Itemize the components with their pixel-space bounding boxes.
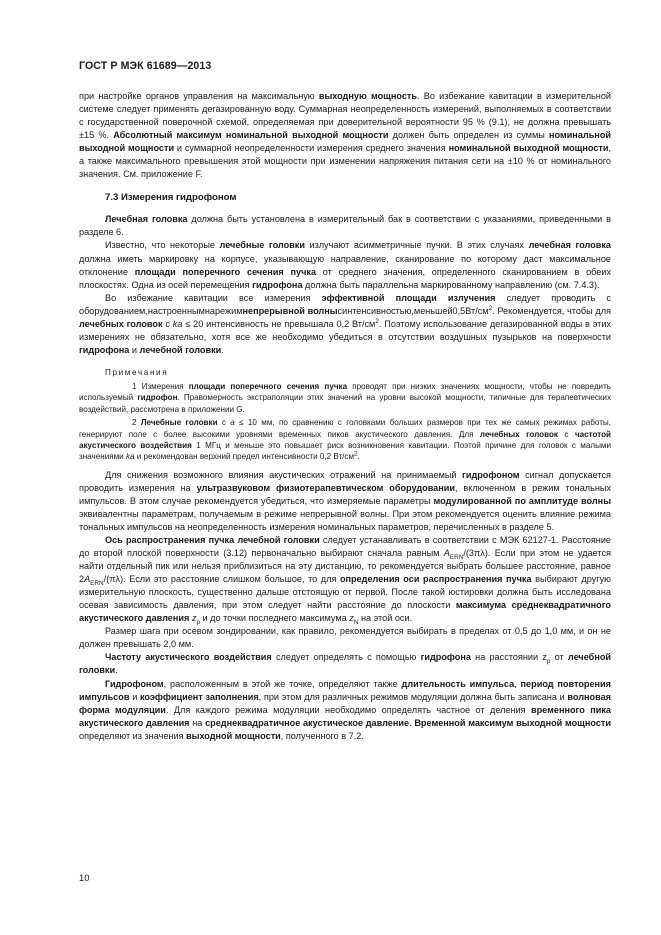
text-run: и до точки последнего максимума [200,613,350,624]
text-run: проводят при низких значениях мощности, чтобы не повредить используемый [79,381,612,403]
paragraph [79,625,611,651]
text-run: Размер шага при осевом зондировании, как правило, рекомендуется выбирать в пределах от 0,5 до 1,0 мм, и он не должен превышать 2,0 мм. [79,626,611,650]
text-run: с [162,318,173,329]
text-run: и [129,344,140,355]
text-run: /(πλ). Если это расстояние слишком большое, то для [103,574,340,585]
text-run: . [115,665,118,676]
document-body [79,90,611,743]
text-run: излучают асимметричные пучки. В этих случаях [304,240,529,251]
bold-term: площади поперечного сечения пучка [134,266,317,277]
text-run: сигнал допускается проводить измерения на [79,469,611,493]
text-run: . Во избежание кавитации в измерительной системе следует применять дегазированную воду. Суммарная неопределенность измерений, выполняемых в соответствии с государственной поверочной схемой, определяемая при доверительной вероятности 95 % (9.1), не должна превышать ±15 %. [79,91,611,141]
paragraph [79,469,611,534]
text-run: . Поэтому использование дегазированной воды в этих измерениях не обязательно, хотя все же необходимо убедиться в отсутствии воздушных пузырьков на поверхности [79,318,612,342]
bold-term: длительность импульса [401,678,515,689]
section-heading: 7.3 Измерения гидрофоном [105,192,237,204]
bold-term: гидрофона [420,652,471,663]
bold-term: ультразвуковом физиотерапевтическом оборудовании [196,482,455,493]
script-text: 2 [488,304,493,312]
text-run: , расположенным в этой же точке, определяют также [163,678,402,689]
text-run: 2 [132,418,141,428]
script-text: ERN [449,553,464,561]
text-run: с [217,418,231,428]
paragraph [79,678,611,743]
text-run: от среднего значения, определенного сканированием в обеих плоскостях. Одна из осей перемещения [79,266,612,290]
text-run: и [129,691,140,702]
bold-term: волновая форма модуляции [79,691,611,715]
text-run: , включенном в режим тональных импульсов. В этом случае рекомендуется убедиться, что измеряемые параметры [79,482,612,506]
text-run: должна быть параллельна маркированному направлению (см. 7.4.3). [302,279,600,290]
text-run: Для снижения возможного влияния акустических отражений на принимаемый [105,469,463,480]
bold-term: максимума среднеквадратичного акустического давления [79,600,611,624]
text-run: . Рекомендуется, чтобы для [492,305,611,316]
paragraph [79,651,611,677]
bold-term: площади поперечного сечения пучка [188,381,348,391]
bold-term: определения оси распространения пучка [339,574,532,585]
text-run: , при этом для различных режимов модуляции должна быть записана и [258,691,568,702]
text-run: и рекомендован верхний предел интенсивности 0,2 Вт/см [134,452,355,462]
paragraph [79,90,611,181]
bold-term: непрерывной волны [242,305,338,316]
note [79,417,611,463]
text-run: ≤ 10 мм, по сравнению с головками больших размеров при тех же самых режимах работы, генерируют поле с более высокими уровнями временных пиков акустического давления. Для [79,418,611,439]
bold-term: частотой акустического воздействия [79,429,612,450]
bold-term: Ось распространения пучка лечебной головки [105,535,320,546]
text-run: с [557,429,575,439]
standard-header: ГОСТ Р МЭК 61689—2013 [79,60,212,72]
text-run: следует определять с помощью [271,652,421,663]
text-run: A [84,574,91,585]
bold-term: гидрофоном [462,469,520,480]
text-run: выбирают другую измерительную плоскость, существенно дальше отстоящую от первой. После такой юстировки должна быть исследована осевая зависимость давления, при этом следует найти расстояние до плоскости [79,574,611,611]
bold-term: гидрофона [252,279,303,290]
text-run: . Для каждого режима модуляции необходимо определять частное от деления [165,704,531,715]
text-run: , полученного в 7.2. [280,730,364,741]
script-text: ERN [90,579,104,587]
bold-term: Лечебные головки [140,418,218,428]
text-run: должен быть определен из суммы [388,130,549,141]
text-run: на [189,717,206,728]
bold-term: лечебной головки [79,652,612,676]
text-run: . Правомерность экстраполяции этих значений на уровни высокой мощности, типичные для терапевтических воздействий, рассмотрена в приложении G. [79,393,611,414]
text-run: . [409,717,415,728]
text-run: при настройке органов управления на максимальную [79,91,319,101]
text-run: ka [172,318,183,329]
notes-heading: Примечания [105,367,169,377]
script-text: p [546,658,551,666]
text-run: следует устанавливать в соответствии с МЭК 62127-1. Расстояние до второй плоской поверхности (3.12) первоначально выбирают сначала равным [79,535,612,559]
bold-term: выходную мощность [318,91,417,101]
bold-term: модулированной по амплитуде волны [433,495,611,506]
bold-term: период повторения импульсов [79,678,611,702]
text-run: должна иметь маркировку на корпусе, указывающую направление, сканирование по которому даст максимальное отклонение [79,253,611,277]
text-run: от [550,652,568,663]
text-run: , а также максимального превышения этой мощности при изменении напряжения питания сети на ±10 % от номинального значения. См. приложение F. [79,143,612,180]
page-number: 10 [79,872,90,883]
text-run: эквивалентны параметрам, получаемым в режиме непрерывной волны. При этом рекомендуется оценить влияние режима тональных импульсов на неопределенность измерения номинальных параметров, перечисленных в разделе 5. [79,508,611,532]
text-run: . [221,344,224,355]
text-run: и суммарной неопределенности измерения среднего значения [174,143,449,154]
paragraph [79,534,611,625]
bold-term: лечебной головки [139,344,222,355]
script-text: 2 [375,317,379,325]
text-run: z [191,613,197,624]
bold-term: выходной мощности [186,730,281,741]
paragraph [79,213,611,239]
bold-term: Гидрофоном [105,678,164,689]
text-run: на расстоянии z [470,652,547,663]
bold-term: Частоту акустического воздействия [105,652,272,663]
text-run: синтенсивностью,меньшей0,5Вт/см [337,305,489,316]
paragraph [79,239,611,291]
bold-term: Абсолютный максимум номинальной выходной мощности [113,130,389,141]
bold-term: Лечебная головка [105,214,188,225]
bold-term: лечебных головок [79,318,163,329]
note [79,381,611,415]
bold-term: номинальной выходной мощности [448,143,609,154]
bold-term: эффективной площади излучения [321,292,496,303]
bold-term: номинальной выходной мощности [79,130,611,154]
text-run: 1 МГц и меньше это повышает риск возникновения кавитации. Поэтой причине для головок с малыми значениями [79,440,611,462]
script-text: 2 [354,450,358,458]
bold-term: гидрофон [137,393,178,403]
bold-term: лечебные головки [219,240,305,251]
script-text: N [353,619,359,627]
bold-term: гидрофона [79,344,130,355]
text-run: a [230,418,235,428]
bold-term: лечебных головок [479,429,558,439]
script-text: p [196,619,201,627]
text-run: должна быть установлена в измерительный бак в соответствии с указаниями, приведенными в разделе 6. [79,214,611,238]
text-run: ka [125,452,135,462]
bold-term: среднеквадратичное акустическое давление [205,717,410,728]
text-run: 1 Измерения [132,381,189,391]
bold-term: временного пика акустического давления [79,704,611,728]
text-run: Известно, что некоторые [105,240,220,251]
bold-term: Временной максимум выходной мощности [414,717,611,728]
bold-term: коэффициент заполнения [139,691,259,702]
text-run: определяют из значения [79,730,187,741]
text-run: z [349,613,354,624]
paragraph [79,292,611,357]
text-run: A [443,548,450,559]
bold-term: лечебная головка [528,240,612,251]
text-run: . [357,452,360,462]
text-run: , [514,678,521,689]
text-run: следует проводить с оборудованием,настроеннымнарежим [79,292,611,316]
text-run: на этой оси. [358,613,413,624]
text-run: /(3πλ). Если при этом не удается найти отдельный пик или нельзя приблизиться на эту дистанцию, то рекомендуется выбрать большее расстояние, равное 2 [79,548,611,585]
text-run: Во избежание кавитации все измерения [105,292,322,303]
text-run: ≤ 20 интенсивность не превышала 0,2 Вт/см [182,318,376,329]
